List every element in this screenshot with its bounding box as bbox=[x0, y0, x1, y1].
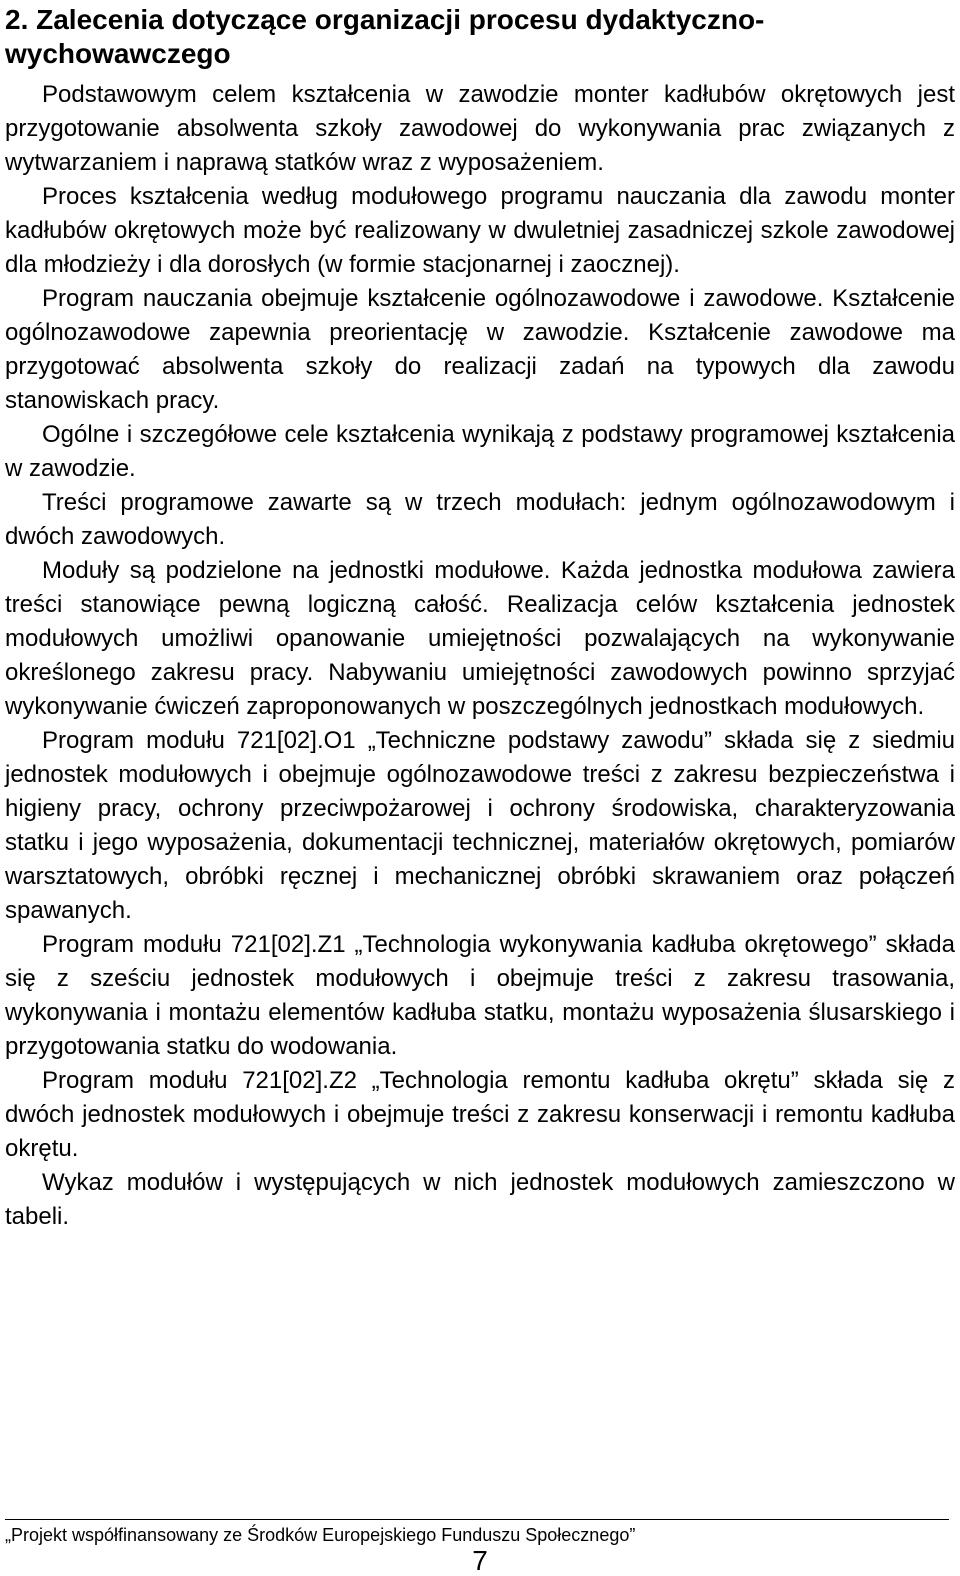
section-heading: 2. Zalecenia dotyczące organizacji procesu dydaktyczno-wychowawczego bbox=[5, 4, 765, 69]
paragraph: Program modułu 721[02].O1 „Techniczne podstawy zawodu” składa się z siedmiu jednostek modułowych i obejmuje ogólnozawodowe treści z zakresu bezpieczeństwa i higieny pracy, ochrony przeciwpożarowej i ochrony środowiska, charakteryzowania statku i jego wyposażenia, dokumentacji technicznej, materiałów okrętowych, pomiarów warsztatowych, obróbki ręcznej i mechanicznej obróbki skrawaniem oraz połączeń spawanych. bbox=[5, 727, 955, 924]
paragraph: Program nauczania obejmuje kształcenie ogólnozawodowe i zawodowe. Kształcenie ogólnozawodowe zapewnia preorientację w zawodzie. Kształcenie zawodowe ma przygotować absolwenta szkoły do realizacji zadań na typowych dla zawodu stanowiskach pracy. bbox=[5, 285, 955, 414]
paragraph: Ogólne i szczegółowe cele kształcenia wynikają z podstawy programowej kształcenia w zawodzie. bbox=[5, 421, 955, 482]
paragraph: Program modułu 721[02].Z1 „Technologia wykonywania kadłuba okrętowego” składa się z sześciu jednostek modułowych i obejmuje treści z zakresu trasowania, wykonywania i montażu elementów kadłuba statku, montażu wyposażenia ślusarskiego i przygotowania statku do wodowania. bbox=[5, 931, 955, 1060]
paragraph: Treści programowe zawarte są w trzech modułach: jednym ogólnozawodowym i dwóch zawodowych. bbox=[5, 489, 955, 550]
body-text bbox=[5, 78, 955, 1234]
page-number: 7 bbox=[472, 1545, 488, 1576]
paragraph: Wykaz modułów i występujących w nich jednostek modułowych zamieszczono w tabeli. bbox=[5, 1169, 955, 1230]
paragraph: Proces kształcenia według modułowego programu nauczania dla zawodu monter kadłubów okrętowych może być realizowany w dwuletniej zasadniczej szkole zawodowej dla młodzieży i dla dorosłych (w formie stacjonarnej i zaocznej). bbox=[5, 183, 955, 278]
paragraph: Moduły są podzielone na jednostki modułowe. Każda jednostka modułowa zawiera treści stanowiące pewną logiczną całość. Realizacja celów kształcenia jednostek modułowych umożliwi opanowanie umiejętności pozwalających na wykonywanie określonego zakresu pracy. Nabywaniu umiejętności zawodowych powinno sprzyjać wykonywanie ćwiczeń zaproponowanych w poszczególnych jednostkach modułowych. bbox=[5, 557, 955, 720]
footer-divider bbox=[5, 1519, 949, 1520]
footer-text: „Projekt współfinansowany ze Środków Europejskiego Funduszu Społecznego” bbox=[5, 1525, 636, 1545]
paragraph: Program modułu 721[02].Z2 „Technologia remontu kadłuba okrętu” składa się z dwóch jednostek modułowych i obejmuje treści z zakresu konserwacji i remontu kadłuba okrętu. bbox=[5, 1067, 955, 1162]
paragraph: Podstawowym celem kształcenia w zawodzie monter kadłubów okrętowych jest przygotowanie absolwenta szkoły zawodowej do wykonywania prac związanych z wytwarzaniem i naprawą statków wraz z wyposażeniem. bbox=[5, 81, 955, 176]
document-page bbox=[5, 0, 955, 1576]
